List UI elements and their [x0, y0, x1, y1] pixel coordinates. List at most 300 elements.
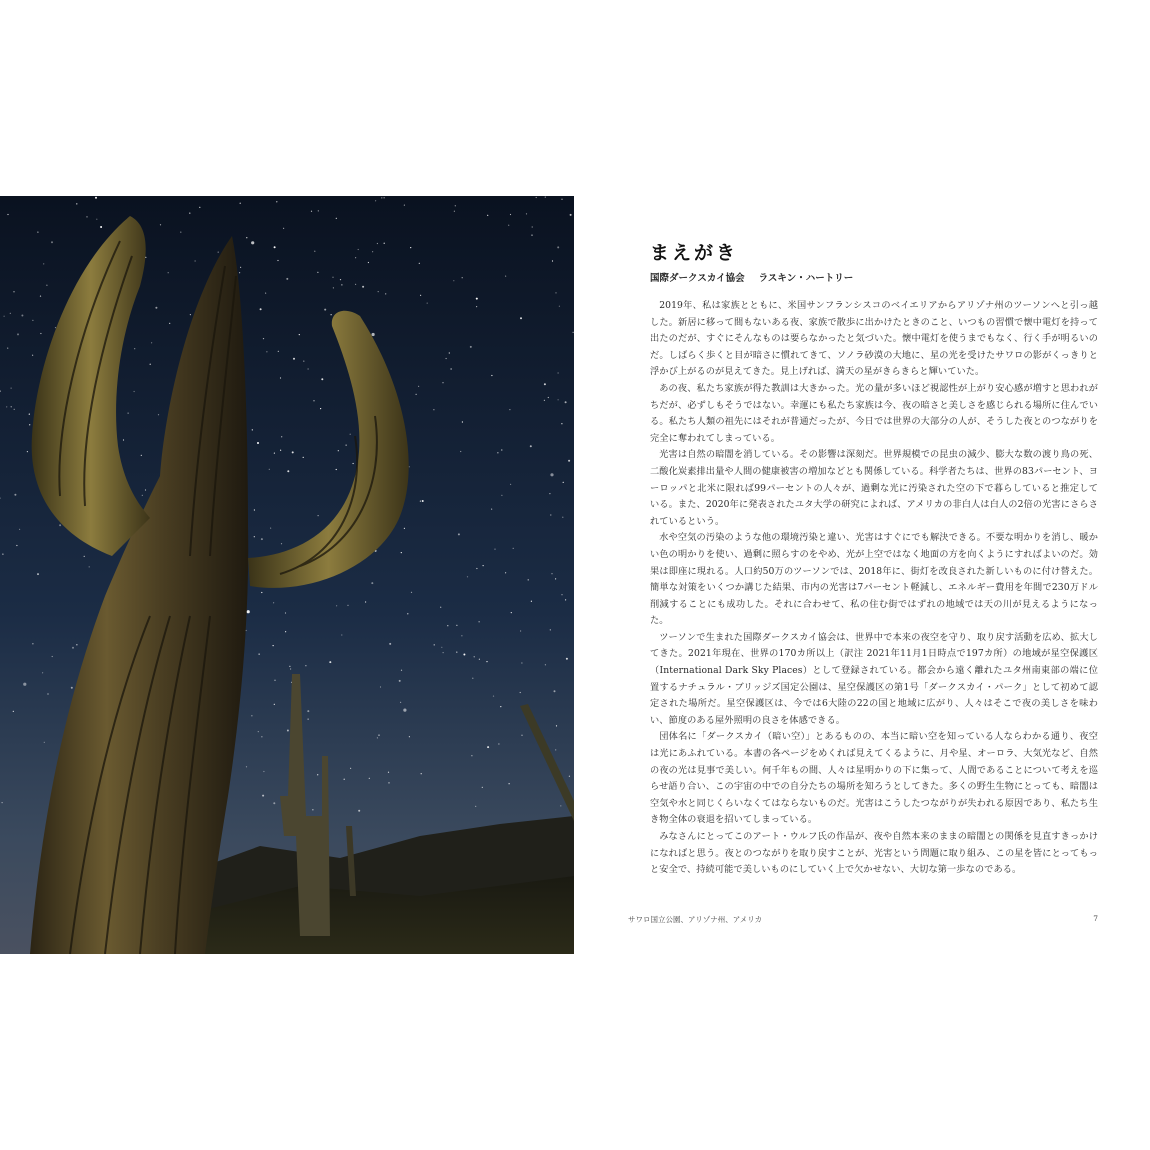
star — [555, 749, 556, 750]
star — [273, 645, 274, 646]
star — [494, 549, 495, 550]
star — [280, 377, 281, 378]
star — [308, 368, 309, 369]
star — [511, 612, 512, 613]
star — [269, 469, 270, 470]
star — [560, 805, 561, 806]
star — [378, 735, 379, 736]
star — [324, 309, 326, 311]
star — [487, 746, 489, 748]
star — [471, 755, 472, 756]
star — [510, 214, 511, 215]
star — [544, 383, 546, 385]
star — [545, 664, 546, 665]
star — [350, 434, 351, 435]
star — [365, 601, 366, 602]
star — [371, 582, 373, 584]
star — [1, 802, 2, 803]
star — [552, 260, 553, 261]
star — [278, 351, 279, 352]
star — [14, 494, 16, 496]
star — [180, 232, 181, 233]
star — [340, 279, 341, 280]
star — [555, 578, 556, 579]
star — [559, 306, 560, 307]
star — [368, 262, 369, 263]
star — [71, 687, 73, 689]
star — [561, 199, 562, 200]
star — [554, 690, 556, 692]
star — [530, 445, 532, 447]
star — [321, 378, 323, 380]
star — [285, 612, 286, 613]
star — [252, 429, 253, 430]
star — [461, 635, 462, 636]
star — [44, 742, 45, 743]
star — [454, 211, 455, 212]
star — [13, 711, 14, 712]
star — [287, 470, 289, 472]
star — [399, 680, 401, 682]
star — [410, 247, 411, 248]
star — [338, 450, 339, 451]
star — [528, 579, 529, 580]
star — [259, 654, 260, 655]
star — [443, 652, 444, 653]
star — [317, 272, 318, 273]
saguaro-night-sky-photo — [0, 196, 574, 954]
star — [134, 348, 135, 349]
star — [168, 272, 169, 273]
star — [96, 219, 97, 220]
star — [336, 218, 337, 219]
star — [142, 495, 143, 496]
star — [362, 286, 364, 288]
star — [281, 436, 282, 437]
star — [458, 533, 460, 535]
star — [274, 680, 275, 681]
star — [570, 214, 572, 216]
preface-paragraph: 光害は自然の暗闇を消している。その影響は深刻だ。世界規模での昆虫の減少、膨大な数の渡り鳥の死、二酸化炭素排出量や人間の健康被害の増加などとも関係している。科学者たちは、世界の83パーセント、ヨーロッパと北米に限れば99パーセントの人々が、過剰な光に汚染された空の下で暮らしていると推定している。また、2020年に発表されたユタ大学の研究によれば、アメリカの非白人は白人の2倍の光害にさらされているという。 — [650, 449, 1098, 527]
star — [505, 572, 506, 573]
star — [190, 314, 191, 315]
star — [453, 280, 454, 281]
star — [10, 313, 11, 314]
star — [440, 607, 441, 608]
star — [500, 706, 501, 707]
star — [280, 450, 281, 451]
star — [346, 445, 347, 446]
star — [277, 260, 278, 261]
star — [318, 210, 319, 211]
star — [51, 241, 53, 243]
star — [246, 766, 247, 767]
star — [566, 658, 568, 660]
star — [311, 211, 312, 212]
star — [568, 460, 570, 462]
star — [388, 772, 389, 773]
star — [509, 783, 510, 784]
star — [549, 493, 550, 494]
star — [451, 368, 452, 369]
star — [404, 528, 405, 529]
preface-paragraph: みなさんにとってこのアート・ウルフ氏の作品が、夜や自然本来のままの暗闇との関係を見直すきっかけになればと思う。夜とのつながりを取り戻すことが、光害という問題に取り組み、この星を皆にとってもっと安全で、持続可能で美しいものにしていく上で欠かせない、大切な第一歩なのである。 — [650, 831, 1098, 876]
star — [320, 408, 321, 409]
star — [331, 314, 332, 315]
star — [470, 346, 472, 348]
star — [545, 197, 546, 198]
star — [262, 795, 264, 797]
star — [23, 683, 26, 686]
star — [358, 249, 359, 250]
star — [491, 509, 492, 510]
star — [565, 401, 567, 403]
star — [247, 610, 250, 613]
star — [317, 774, 318, 775]
star — [565, 599, 566, 600]
star — [344, 779, 345, 780]
star — [375, 200, 376, 201]
star — [486, 661, 487, 662]
preface-paragraph: 水や空気の汚染のような他の環境汚染と違い、光害はすぐにでも解決できる。不要な明かりを消し、暖かい色の明かりを使い、過剰に照らすのをやめ、光が上空ではなく地面の方を向くようにすればよいのだ。効果は即座に現れる。人口約50万のツーソンでは、2018年に、街灯を改良された新しいものに付け替えた。簡単な対策をいくつか講じた結果、市内の光害は7パーセント軽減し、エネルギー費用を年間で230万ドル削減することにも成功した。それに合わせて、私の住む街ではずれの地域では天の川が見えるようになった。 — [650, 532, 1098, 627]
star — [550, 629, 551, 630]
page-number: 7 — [1093, 914, 1098, 923]
star — [513, 548, 514, 549]
star — [32, 320, 33, 321]
star — [536, 197, 537, 198]
star — [377, 243, 378, 244]
star — [355, 284, 356, 285]
star — [263, 771, 264, 772]
star — [456, 625, 457, 626]
star — [377, 737, 378, 738]
star — [263, 338, 264, 339]
star — [336, 469, 337, 470]
star — [11, 388, 12, 389]
star — [347, 605, 348, 606]
star — [378, 291, 379, 292]
preface-paragraph: 2019年、私は家族とともに、米国サンフランシスコのベイエリアからアリゾナ州のツーソンへと引っ越した。新居に移って間もないある夜、家族で散歩に出かけたときのこと、いつもの習慣で懐中電灯を持って出たのだが、すぐにそんなものは要らなかったと気づいた。懐中電灯を使うまでもなく、行く手が明るいのだ。しばらく歩くと目が暗さに慣れてきて、ソノラ砂漠の大地に、星の光を受けたサワロの影がくっきりと浮かび上がるのが見えてきた。見上げれば、満天の星がきらきらと輝いていた。 — [650, 300, 1098, 378]
star — [358, 810, 360, 812]
star — [420, 295, 421, 296]
star — [401, 670, 402, 671]
preface-page — [650, 240, 1098, 879]
star — [434, 644, 435, 645]
star — [353, 463, 354, 464]
star — [427, 303, 428, 304]
star — [389, 643, 391, 645]
star — [422, 500, 424, 502]
star — [303, 457, 304, 458]
author-organization: 国際ダークスカイ協会 — [650, 273, 745, 284]
star — [381, 197, 382, 198]
star — [261, 538, 263, 540]
star — [19, 529, 20, 530]
star — [462, 277, 463, 278]
star — [37, 232, 38, 233]
star — [531, 235, 532, 236]
star — [456, 652, 457, 653]
star — [416, 394, 417, 395]
star — [498, 743, 499, 744]
star — [42, 672, 43, 673]
star — [287, 730, 289, 732]
star — [313, 400, 314, 401]
star — [145, 489, 146, 490]
star — [476, 298, 478, 300]
star — [509, 409, 510, 410]
star — [407, 613, 408, 614]
star — [195, 260, 196, 261]
star — [521, 735, 522, 736]
star — [290, 668, 291, 669]
star — [84, 556, 85, 557]
star — [123, 439, 124, 440]
star — [4, 316, 5, 317]
star — [270, 528, 271, 529]
star — [369, 778, 370, 779]
star — [355, 257, 356, 258]
star — [189, 213, 190, 214]
star — [260, 308, 262, 310]
star — [7, 214, 8, 215]
star — [155, 307, 157, 309]
star — [563, 482, 564, 483]
star — [7, 348, 8, 349]
preface-byline — [650, 270, 1098, 284]
star — [29, 414, 30, 415]
star — [420, 501, 421, 502]
star — [380, 686, 381, 687]
page-footer — [628, 914, 1098, 926]
star — [2, 554, 3, 555]
star — [384, 243, 385, 244]
star — [384, 197, 385, 198]
star — [134, 391, 135, 392]
star — [446, 358, 447, 359]
star — [401, 552, 402, 553]
preface-paragraph: あの夜、私たち家族が得た教訓は大きかった。光の量が多いほど視認性が上がり安心感が増すと思われがちだが、必ずしもそうではない。幸運にも私たち家族は今、夜の暗さと美しさを感じられる場所に住んでいる。私たち人類の祖先にはそれが普通だったが、今日では世界の大部分の人が、そうした夜とのつながりを完全に奪われてしまっている。 — [650, 382, 1098, 444]
star — [548, 397, 549, 398]
star — [11, 406, 12, 407]
star — [265, 293, 266, 294]
star — [273, 602, 274, 603]
star — [555, 292, 556, 293]
star — [37, 573, 39, 575]
star — [520, 630, 521, 631]
star — [482, 787, 483, 788]
star — [561, 594, 562, 595]
preface-paragraph: 団体名に「ダークスカイ（暗い空）」とあるものの、本当に暗い空を知っている人ならわかる通り、夜空は光にあふれている。本書の各ページをめくれば見えてくるように、月や星、オーロラ、大気光など、自然の夜の光は見事で美しい。何千年もの間、人々は星明かりの下に集って、人間であることについて考えを巡らせ語り合い、この宇宙の中での自分たちの場所を知ろうとしてきた。多くの野生生物にとっても、暗闇は空気や水と同じくらいなくてはならないものだ。光害はこうしたつながりが失われる原因であり、私たち生き物全体の衰退を招いてしまっている。 — [650, 731, 1098, 826]
star — [305, 665, 306, 666]
star — [40, 333, 41, 334]
star — [550, 514, 551, 515]
star — [46, 285, 47, 286]
star — [372, 333, 375, 336]
star — [289, 666, 290, 667]
star — [307, 710, 309, 712]
star — [303, 361, 304, 362]
star — [411, 592, 412, 593]
star — [479, 621, 480, 622]
star — [400, 702, 401, 703]
star — [43, 263, 44, 264]
star — [86, 216, 87, 217]
star — [286, 278, 288, 280]
star — [21, 315, 23, 317]
preface-paragraph: ツーソンで生まれた国際ダークスカイ協会は、世界中で本来の夜空を守り、取り戻す活動を広め、拡大してきた。2021年現在、世界の170カ所以上（訳注 2021年11月1日時点で197カ所）の地域が星空保護区（International Dark Sky Places）として登録されている。都会から遠く離れたユタ州南東部の端に位置するナチュラル・ブリッジズ国定公園は、星空保護区の第1号「ダークスカイ・パーク」として初めて認定された場所だ。星空保護区は、今では6大陸の22の国と地域に広がり、人々はそこで夜の美しさを味わい、節度のある屋外照明の良さを体感できる。 — [650, 631, 1098, 726]
star — [521, 662, 522, 663]
star — [487, 215, 488, 216]
star — [240, 267, 241, 268]
star — [258, 731, 259, 732]
star — [76, 203, 77, 204]
star — [497, 452, 498, 453]
star — [273, 802, 275, 804]
star — [318, 515, 319, 516]
star — [266, 351, 267, 352]
star — [239, 272, 240, 273]
star — [333, 287, 334, 288]
star — [32, 355, 33, 356]
star — [160, 224, 161, 225]
star — [573, 332, 574, 333]
star — [551, 573, 552, 574]
star — [474, 656, 475, 657]
star — [508, 225, 509, 226]
star — [475, 806, 476, 807]
star — [261, 736, 262, 737]
star — [13, 291, 14, 292]
star — [251, 241, 254, 244]
preface-title: まえがき — [650, 242, 739, 264]
star — [479, 659, 480, 660]
star — [421, 773, 422, 774]
star — [550, 473, 553, 476]
star — [449, 352, 450, 353]
star — [285, 631, 286, 632]
star — [274, 704, 275, 705]
star — [491, 375, 492, 376]
star — [505, 276, 506, 277]
star — [447, 625, 448, 626]
star — [341, 634, 342, 635]
star — [299, 334, 300, 335]
star — [526, 213, 527, 214]
star — [467, 576, 468, 577]
star — [409, 466, 410, 467]
star — [254, 536, 255, 537]
star — [336, 605, 337, 606]
star — [569, 776, 570, 777]
star — [29, 424, 30, 425]
star — [17, 333, 19, 335]
star — [150, 364, 151, 365]
star — [169, 323, 170, 324]
star — [403, 709, 406, 712]
star — [493, 696, 494, 697]
star — [312, 809, 313, 810]
star — [199, 207, 200, 208]
star — [404, 205, 405, 206]
star — [476, 568, 477, 569]
star — [141, 455, 142, 456]
star — [531, 601, 532, 602]
star — [561, 423, 562, 424]
star — [520, 692, 521, 693]
star — [100, 226, 102, 228]
star — [16, 545, 17, 546]
star — [6, 406, 7, 407]
star — [520, 317, 522, 319]
star — [128, 413, 129, 414]
star — [32, 643, 33, 644]
star — [240, 203, 241, 204]
star — [332, 277, 333, 278]
star — [95, 197, 97, 199]
star — [52, 656, 53, 657]
star — [562, 517, 563, 518]
star — [419, 263, 420, 264]
star — [293, 358, 295, 360]
star — [281, 543, 282, 544]
photo-caption: サワロ国立公園、アリゾナ州、アメリカ — [628, 915, 763, 924]
star — [40, 296, 41, 297]
star — [292, 451, 294, 453]
star — [476, 306, 477, 307]
star — [276, 201, 277, 202]
star — [433, 409, 434, 410]
star — [283, 228, 284, 229]
star — [442, 382, 443, 383]
star — [556, 725, 557, 726]
author-name: ラスキン・ハートリー — [758, 273, 854, 284]
photo-illustration — [0, 196, 574, 954]
star — [510, 484, 511, 485]
star — [388, 782, 389, 783]
star — [558, 372, 559, 373]
star — [218, 252, 219, 253]
star — [47, 693, 48, 694]
star — [418, 386, 419, 387]
star — [76, 644, 77, 645]
star — [341, 284, 342, 285]
star — [441, 647, 442, 648]
star — [558, 399, 559, 400]
star — [460, 451, 461, 452]
star — [385, 293, 386, 294]
preface-body — [650, 298, 1098, 879]
star — [308, 719, 309, 720]
star — [55, 327, 56, 328]
star — [350, 768, 351, 769]
star — [261, 592, 262, 593]
star — [409, 736, 410, 737]
star — [89, 566, 90, 567]
star — [455, 205, 456, 206]
star — [329, 661, 331, 663]
star — [501, 449, 502, 450]
star — [254, 509, 255, 510]
star — [72, 647, 74, 649]
star — [274, 453, 275, 454]
star — [463, 654, 465, 656]
star — [501, 495, 502, 496]
star — [59, 524, 61, 526]
star — [483, 565, 484, 566]
star — [372, 251, 373, 252]
star — [472, 678, 473, 679]
